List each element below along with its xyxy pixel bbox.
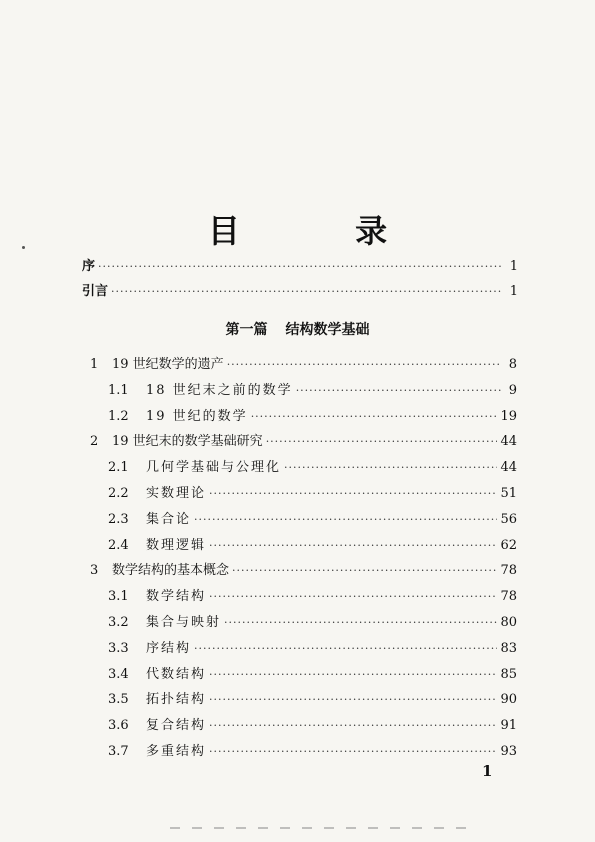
page-number: 1 <box>482 762 493 780</box>
toc-entry-number: 2.3 <box>108 512 129 527</box>
leader-dots <box>251 408 498 426</box>
toc-section-entry[interactable] <box>108 743 517 761</box>
toc-section-entry[interactable] <box>108 382 517 400</box>
toc-label: 19 世纪的数学 <box>146 409 248 424</box>
leader-dots <box>209 717 497 735</box>
toc-entry-number: 1 <box>90 357 99 372</box>
toc-section-entry[interactable] <box>108 614 517 632</box>
toc-section-entry[interactable] <box>108 408 517 426</box>
leader-dots <box>194 511 497 529</box>
toc-section-entry[interactable] <box>108 511 517 529</box>
toc-label: 数理逻辑 <box>146 538 207 553</box>
toc-label: 18 世纪末之前的数学 <box>146 383 293 398</box>
toc-chapter-entry[interactable] <box>90 433 517 451</box>
leader-dots <box>98 258 503 276</box>
leader-dots <box>209 537 497 555</box>
toc-entry-number: 1.1 <box>108 383 129 398</box>
toc-section-entry[interactable] <box>108 666 517 684</box>
toc-section-entry[interactable] <box>108 691 517 709</box>
toc-page-number: 90 <box>500 692 517 707</box>
leader-dots <box>284 459 497 477</box>
toc-page-number: 78 <box>500 563 517 578</box>
toc-section-entry[interactable] <box>108 537 517 555</box>
toc-entry-number: 3.3 <box>108 641 129 656</box>
toc-label: 集合论 <box>146 512 192 527</box>
toc-entry-number: 3.5 <box>108 692 129 707</box>
toc-entry-number: 3.1 <box>108 589 129 604</box>
toc-label: 代数结构 <box>146 667 207 682</box>
toc-entry-number: 3.7 <box>108 744 129 759</box>
leader-dots <box>111 283 503 301</box>
leader-dots <box>232 562 497 580</box>
toc-entry-number: 3.2 <box>108 615 129 630</box>
toc-entry-number: 3 <box>90 563 99 578</box>
toc-label: 数学结构 <box>146 589 207 604</box>
toc-page-number: 51 <box>500 486 517 501</box>
toc-section-entry[interactable] <box>108 588 517 606</box>
leader-dots <box>266 433 498 451</box>
toc-page-number: 78 <box>500 589 517 604</box>
toc-entry-number: 2.4 <box>108 538 129 553</box>
toc-front-preface[interactable] <box>82 258 518 276</box>
toc-section-entry[interactable] <box>108 459 517 477</box>
part-name: 结构数学基础 <box>285 322 370 338</box>
leader-dots <box>296 382 502 400</box>
leader-dots <box>209 666 497 684</box>
toc-page-number: 44 <box>500 434 517 449</box>
toc-label: 序 <box>82 259 96 274</box>
toc-page-number: 44 <box>500 460 517 475</box>
part-number: 第一篇 <box>225 322 268 338</box>
toc-page-number: 85 <box>500 667 517 682</box>
leader-dots <box>209 485 497 503</box>
leader-dots <box>194 640 497 658</box>
toc-entry-number: 2 <box>90 434 99 449</box>
toc-page-number: 19 <box>500 409 517 424</box>
toc-section-entry[interactable] <box>108 717 517 735</box>
toc-page-number: 8 <box>508 357 517 372</box>
toc-label: 拓扑结构 <box>146 692 207 707</box>
toc-label: 集合与映射 <box>146 615 222 630</box>
toc-label: 19 世纪末的数学基础研究 <box>112 434 263 449</box>
toc-label: 多重结构 <box>146 744 207 759</box>
scan-speck <box>22 246 25 249</box>
toc-page-number: 93 <box>500 744 517 759</box>
page-title: 目 录 <box>207 212 440 250</box>
toc-page-number: 9 <box>508 383 517 398</box>
toc-front-introduction[interactable] <box>82 283 518 301</box>
leader-dots <box>209 743 497 761</box>
toc-label: 数学结构的基本概念 <box>112 563 230 578</box>
toc-page-number: 80 <box>500 615 517 630</box>
toc-label: 19 世纪数学的遗产 <box>112 357 224 372</box>
toc-chapter-entry[interactable] <box>90 356 517 374</box>
leader-dots <box>227 356 502 374</box>
scan-artifact-line <box>170 827 470 829</box>
toc-entry-number: 2.2 <box>108 486 129 501</box>
toc-label: 引言 <box>82 284 109 299</box>
toc-label: 实数理论 <box>146 486 207 501</box>
toc-page-number: 91 <box>500 718 517 733</box>
toc-page-number: 56 <box>500 512 517 527</box>
toc-chapter-entry[interactable] <box>90 562 517 580</box>
toc-page-number: 1 <box>509 284 518 299</box>
toc-page-number: 62 <box>500 538 517 553</box>
toc-section-entry[interactable] <box>108 640 517 658</box>
leader-dots <box>209 691 497 709</box>
toc-page-number: 1 <box>509 259 518 274</box>
toc-entry-number: 3.6 <box>108 718 129 733</box>
toc-label: 序结构 <box>146 641 192 656</box>
toc-section-entry[interactable] <box>108 485 517 503</box>
toc-entry-number: 1.2 <box>108 409 129 424</box>
toc-label: 复合结构 <box>146 718 207 733</box>
toc-page-number: 83 <box>500 641 517 656</box>
toc-entry-number: 3.4 <box>108 667 129 682</box>
leader-dots <box>224 614 497 632</box>
part-heading <box>0 319 595 339</box>
toc-label: 几何学基础与公理化 <box>146 460 282 475</box>
toc-entry-number: 2.1 <box>108 460 129 475</box>
leader-dots <box>209 588 497 606</box>
